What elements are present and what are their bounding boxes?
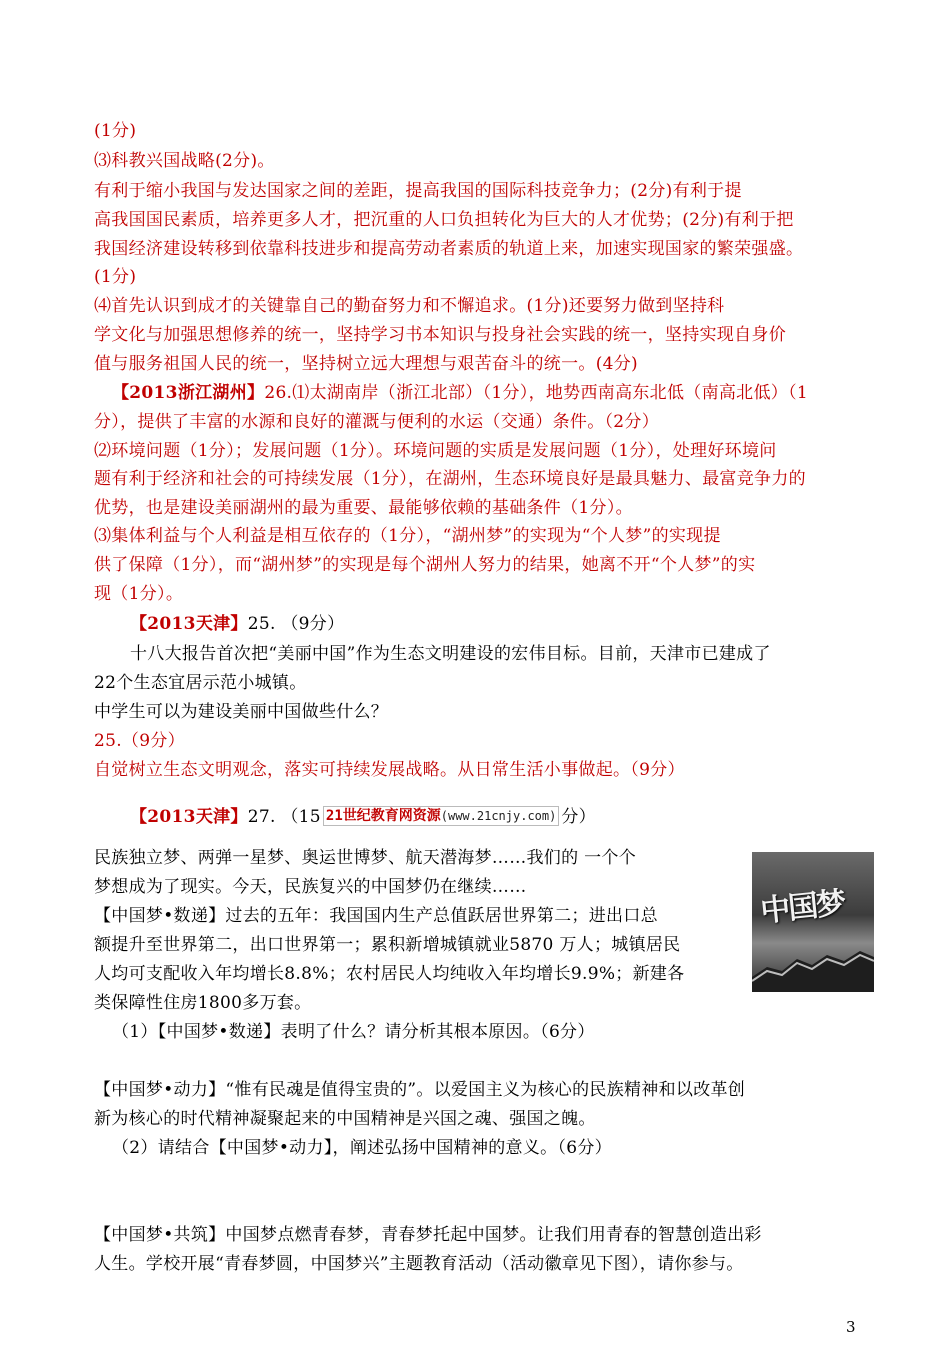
page-number: 3 xyxy=(846,1318,856,1336)
q26-line: 优势，也是建设美丽湖州的最为重要、最能够依赖的基础条件（1分）。 xyxy=(94,498,633,518)
china-dream-image xyxy=(752,852,874,992)
q27-points: 分） xyxy=(561,807,596,827)
watermark-stamp xyxy=(323,806,559,826)
q25-source-tag: 【2013天津】 xyxy=(130,614,248,634)
answer-line: ⑷首先认识到成才的关键靠自己的勤奋努力和不懈追求。(1分)还要努力做到坚持科 xyxy=(94,296,725,316)
q27-header xyxy=(130,806,596,828)
q26-line: 现（1分）。 xyxy=(94,584,184,604)
answer-line: 学文化与加强思想修养的统一，坚持学习书本知识与投身社会实践的统一，坚持实现自身价 xyxy=(94,325,786,345)
q26-line: ⑶集体利益与个人利益是相互依存的（1分），“湖州梦”的实现为“个人梦”的实现提 xyxy=(94,526,721,546)
q26-text: 26.⑴太湖南岸（浙江北部）（1分），地势西南高东北低（南高北低）（1 xyxy=(264,383,808,403)
q27-line: 民族独立梦、两弹一星梦、奥运世博梦、航天潜海梦……我们的 一个个 xyxy=(94,848,637,868)
china-dream-image-title: 中国梦 xyxy=(758,885,846,930)
q25-line: 22个生态宜居示范小城镇。 xyxy=(94,673,307,693)
q27-line: 【中国梦•动力】“惟有民魂是值得宝贵的”。以爱国主义为核心的民族精神和以改革创 xyxy=(94,1080,746,1100)
q25-answer-line: 自觉树立生态文明观念，落实可持续发展战略。从日常生活小事做起。（9分） xyxy=(94,760,685,780)
q27-line: 人均可支配收入年均增长8.8%；农村居民人均纯收入年均增长9.9%；新建各 xyxy=(94,964,685,984)
q26-first-line xyxy=(112,382,808,404)
answer-line: 我国经济建设转移到依靠科技进步和提高劳动者素质的轨道上来，加速实现国家的繁荣强盛。 xyxy=(94,239,804,259)
answer-line: 有利于缩小我国与发达国家之间的差距，提高我国的国际科技竞争力；(2分)有利于提 xyxy=(94,181,742,201)
q27-line: 类保障性住房1800多万套。 xyxy=(94,993,312,1013)
q27-subquestion-1: （1）【中国梦•数递】表明了什么？请分析其根本原因。（6分） xyxy=(112,1022,595,1042)
answer-line: 值与服务祖国人民的统一，坚持树立远大理想与艰苦奋斗的统一。(4分) xyxy=(94,354,638,374)
q26-source-tag: 【2013浙江湖州】 xyxy=(112,383,265,403)
q26-line: 供了保障（1分），而“湖州梦”的实现是每个湖州人努力的结果，她离不开“个人梦”的实 xyxy=(94,555,756,575)
q27-number: 27. （15 xyxy=(247,807,321,827)
q27-line: 【中国梦•共筑】中国梦点燃青春梦，青春梦托起中国梦。让我们用青春的智慧创造出彩 xyxy=(94,1225,762,1245)
watermark-url: (www.21cnjy.com) xyxy=(440,809,557,823)
q27-line: 梦想成为了现实。今天，民族复兴的中国梦仍在继续…… xyxy=(94,877,527,897)
q25-line: 十八大报告首次把“美丽中国”作为生态文明建设的宏伟目标。目前，天津市已建成了 xyxy=(130,644,771,664)
q25-number: 25. （9分） xyxy=(247,614,345,634)
q27-subquestion-2: （2）请结合【中国梦•动力】，阐述弘扬中国精神的意义。（6分） xyxy=(112,1138,612,1158)
q27-line: 人生。学校开展“青春梦圆，中国梦兴”主题教育活动（活动徽章见下图），请你参与。 xyxy=(94,1254,744,1274)
great-wall-icon xyxy=(752,937,874,992)
q25-answer-line: 25.（9分） xyxy=(94,731,185,751)
q26-line: ⑵环境问题（1分）；发展问题（1分）。环境问题的实质是发展问题（1分），处理好环境问 xyxy=(94,441,777,461)
q27-line: 【中国梦•数递】过去的五年：我国国内生产总值跃居世界第二；进出口总 xyxy=(94,906,658,926)
q27-line: 额提升至世界第二，出口世界第一；累积新增城镇就业5870 万人；城镇居民 xyxy=(94,935,681,955)
watermark-text: 21世纪教育网资源 xyxy=(325,808,441,824)
answer-line: (1分) xyxy=(94,121,137,141)
q25-line: 中学生可以为建设美丽中国做些什么？ xyxy=(94,702,389,722)
q26-line: 分），提供了丰富的水源和良好的灌溉与便利的水运（交通）条件。（2分） xyxy=(94,412,660,432)
q27-source-tag: 【2013天津】 xyxy=(130,807,248,827)
answer-line: 高我国国民素质，培养更多人才，把沉重的人口负担转化为巨大的人才优势；(2分)有利于把 xyxy=(94,210,794,230)
q27-line: 新为核心的时代精神凝聚起来的中国精神是兴国之魂、强国之魄。 xyxy=(94,1109,596,1129)
answer-line: ⑶科教兴国战略(2分)。 xyxy=(94,151,275,171)
q26-line: 题有利于经济和社会的可持续发展（1分），在湖州，生态环境良好是最具魅力、最富竞争力的 xyxy=(94,469,806,489)
answer-line: (1分) xyxy=(94,267,137,287)
q25-header xyxy=(130,613,344,635)
